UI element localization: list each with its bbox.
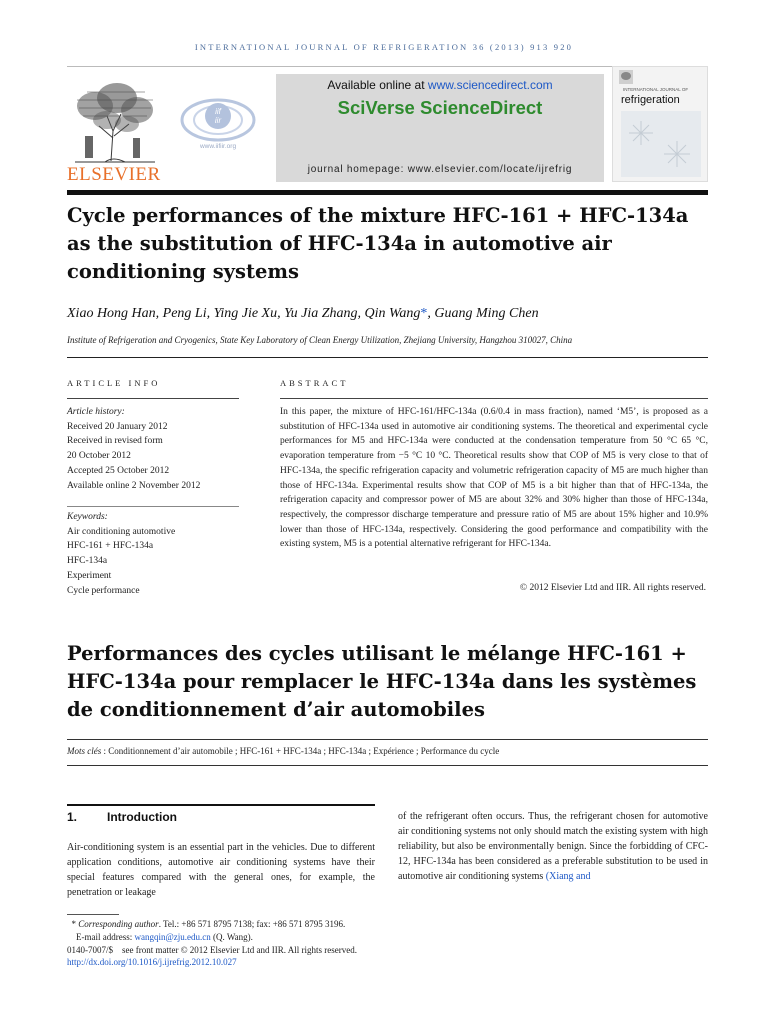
journal-homepage-link[interactable]: journal homepage: www.elsevier.com/locate/ijrefrig bbox=[307, 164, 573, 175]
footnote-rule bbox=[67, 914, 119, 915]
article-info-heading: ARTICLE INFO bbox=[67, 378, 161, 388]
cover-journal-label: INTERNATIONAL JOURNAL OF bbox=[623, 87, 689, 92]
keywords-list bbox=[67, 510, 242, 598]
article-title: Cycle performances of the mixture HFC-161 + HFC-134a as the substitution of HFC-134a in automotive air conditioning systems bbox=[67, 204, 689, 283]
history-item: Received in revised form bbox=[67, 436, 163, 447]
keywords-rule bbox=[67, 506, 239, 507]
authors-last: , Guang Ming Chen bbox=[427, 306, 539, 321]
article-info-rule bbox=[67, 398, 239, 399]
history-item: Accepted 25 October 2012 bbox=[67, 465, 170, 476]
sciencedirect-link[interactable]: www.sciencedirect.com bbox=[427, 78, 553, 92]
sciencedirect-banner bbox=[276, 74, 604, 182]
mots-cles-rule-top bbox=[67, 739, 708, 740]
email-label: E-mail address: bbox=[76, 931, 135, 942]
cover-elsevier-mini-logo bbox=[619, 70, 633, 84]
sciverse-brand: SciVerse ScienceDirect bbox=[337, 97, 543, 118]
svg-text:iif: iif bbox=[215, 107, 221, 116]
abstract-body: In this paper, the mixture of HFC-161/HFC-134a (0.6/0.4 in mass fraction), named ‘M5’, is proposed as a substitution of HFC-134a used in automotive air conditioning systems. The theoretical and experimental cycle performances for M5 and HFC-134a were conducted at the condensation temperature from 50 °C 65 °C, evaporation temperature from −5 °C 10 °C. Theoretical results show that COP of M5 is very close to that of HFC-134a, the specific refrigeration capacity and volumetric refrigeration capacity of M5 are much higher than those of HFC-134a. Experimental results show that COP of M5 is a bit higher than that of HFC-134a, the refrigeration capacity and compressor power of M5 are about 32% and 30% higher than those of HFC-134a, respectively, the compressor discharge temperature and pressure ratio of M5 are about 15% higher and 10.9% lower than those of HFC-134a, respectively. Considering the good performance and compatibility with the existing system, M5 is a potential alternative refrigerant for HFC-134a. bbox=[280, 407, 708, 550]
mots-cles bbox=[67, 746, 712, 756]
abstract-heading: ABSTRACT bbox=[280, 378, 349, 388]
french-title: Performances des cycles utilisant le mélange HFC-161 + HFC-134a pour remplacer le HFC-134a dans les systèmes de conditionnement d’air automobiles bbox=[67, 642, 697, 721]
history-item: Available online 2 November 2012 bbox=[67, 480, 201, 491]
history-item: 20 October 2012 bbox=[67, 451, 131, 462]
issn-line: 0140-7007/$ see front matter © 2012 Elsevier Ltd and IIR. All rights reserved. bbox=[67, 944, 358, 955]
abstract-copyright: © 2012 Elsevier Ltd and IIR. All rights reserved. bbox=[519, 583, 706, 593]
email-suffix: (Q. Wang). bbox=[210, 931, 253, 942]
keyword-item: HFC-161 + HFC-134a bbox=[67, 541, 154, 552]
contact-numbers: . Tel.: +86 571 8795 7138; fax: +86 571 8795 3196. bbox=[158, 919, 346, 929]
footnotes bbox=[67, 918, 712, 969]
section-title: Introduction bbox=[107, 810, 177, 824]
corresponding-label: Corresponding author bbox=[78, 919, 159, 929]
introduction-right-text: of the refrigerant often occurs. Thus, the refrigerant chosen for automotive air conditioning systems not only should match the existing system with high reliability, but also be environmentally benign. Since the forbidding of CFC-12, HFC-134a has been considered as a preferable substitution to be used in automotive air conditioning systems bbox=[398, 811, 708, 882]
affiliation: Institute of Refrigeration and Cryogenics, State Key Laboratory of Clean Energy Utilization, Zhejiang University, Hangzhou 310027, China bbox=[67, 335, 573, 345]
iifiir-logo bbox=[178, 96, 258, 156]
introduction-left-column: Air-conditioning system is an essential part in the vehicles. Due to different application conditions, automotive air conditioning systems have their special features compared with the general ones, for example, the penetration or leakage bbox=[67, 842, 375, 898]
iifiir-url: www.iifiir.org bbox=[199, 143, 237, 150]
citation-link[interactable]: (Xiang and bbox=[545, 871, 591, 882]
running-header: INTERNATIONAL JOURNAL OF REFRIGERATION 36 (2013) 913 920 bbox=[194, 42, 574, 52]
keywords-label: Keywords: bbox=[67, 512, 108, 522]
cover-journal-title: refrigeration bbox=[621, 94, 680, 106]
mots-cles-label: Mots clés bbox=[67, 746, 102, 756]
email-note bbox=[67, 931, 712, 944]
title-divider bbox=[67, 190, 708, 195]
section-number: 1. bbox=[67, 810, 78, 824]
cover-snowflake-art bbox=[621, 111, 701, 177]
footnote-star: * bbox=[71, 919, 79, 929]
keyword-item: Experiment bbox=[67, 570, 112, 581]
corresponding-author-link[interactable]: * bbox=[420, 306, 428, 321]
history-label: Article history: bbox=[67, 407, 125, 417]
authors-first: Xiao Hong Han, Peng Li, Ying Jie Xu, Yu Jia Zhang, Qin Wang bbox=[67, 306, 421, 321]
author-list bbox=[67, 306, 712, 322]
journal-cover-thumbnail bbox=[612, 66, 708, 182]
history-item: Received 20 January 2012 bbox=[67, 421, 168, 432]
available-online-label: Available online at bbox=[327, 78, 428, 92]
keyword-item: Cycle performance bbox=[67, 585, 140, 596]
doi-link[interactable]: http://dx.doi.org/10.1016/j.ijrefrig.2012.10.027 bbox=[67, 957, 237, 968]
keyword-item: Air conditioning automotive bbox=[67, 526, 176, 537]
abstract-rule bbox=[280, 398, 708, 399]
corresponding-author-note bbox=[67, 918, 712, 931]
introduction-heading bbox=[67, 810, 177, 824]
introduction-right-column bbox=[398, 809, 708, 884]
introduction-rule bbox=[67, 804, 375, 806]
affiliation-divider bbox=[67, 357, 708, 358]
mots-cles-text: : Conditionnement d’air automobile ; HFC-161 + HFC-134a ; HFC-134a ; Expérience ; Performance du cycle bbox=[101, 746, 500, 756]
article-history bbox=[67, 405, 242, 493]
keyword-item: HFC-134a bbox=[67, 556, 108, 567]
mots-cles-rule-bottom bbox=[67, 765, 708, 766]
svg-text:iir: iir bbox=[214, 116, 222, 125]
available-online-text bbox=[276, 78, 604, 92]
elsevier-wordmark: ELSEVIER bbox=[67, 164, 161, 185]
email-link[interactable]: wangqin@zju.edu.cn bbox=[134, 931, 211, 942]
